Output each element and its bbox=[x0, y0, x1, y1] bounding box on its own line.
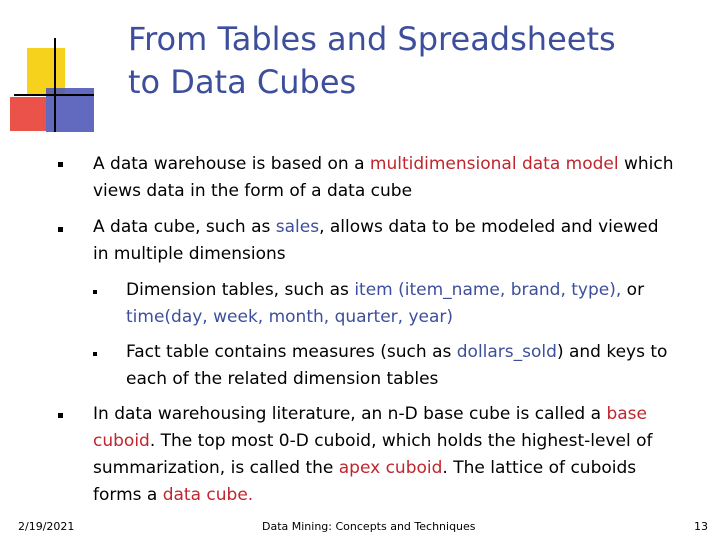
text-run: A data cube, such as bbox=[93, 217, 276, 237]
sub-bullet-2 bbox=[126, 339, 706, 393]
footer-title: Data Mining: Concepts and Techniques bbox=[262, 520, 476, 533]
bullet-2-line-1 bbox=[93, 214, 703, 241]
text-run: Dimension tables, such as bbox=[126, 280, 355, 300]
text-run: Fact table contains measures (such as bbox=[126, 342, 457, 362]
bullet-marker bbox=[58, 227, 63, 232]
bullet-marker bbox=[58, 162, 63, 167]
bullet-3-line-3 bbox=[93, 455, 708, 482]
sub-bullet-marker bbox=[93, 352, 97, 356]
bullet-2 bbox=[93, 214, 703, 268]
sub-bullet-1 bbox=[126, 277, 706, 331]
text-run: In data warehousing literature, an n-D base cube is called a bbox=[93, 404, 607, 424]
text-run: summarization, is called the bbox=[93, 458, 339, 478]
bullet-1 bbox=[93, 151, 703, 205]
highlight-run: data cube. bbox=[162, 485, 254, 505]
sub-bullet-1-line-2: time(day, week, month, quarter, year) bbox=[126, 307, 454, 327]
text-run: ) and keys to bbox=[556, 342, 668, 362]
bullet-3-line-4 bbox=[93, 482, 708, 509]
bullet-3-line-2 bbox=[93, 428, 708, 455]
bullet-marker bbox=[58, 413, 63, 418]
bullet-3 bbox=[93, 401, 708, 509]
footer-date: 2/19/2021 bbox=[18, 520, 75, 533]
highlight-run: item (item_name, brand, type), bbox=[354, 280, 622, 300]
sub-bullet-1-line-1 bbox=[126, 277, 706, 304]
text-run: or bbox=[621, 280, 645, 300]
highlight-run: sales bbox=[275, 217, 320, 237]
decor-red-square bbox=[10, 97, 46, 131]
text-run: . The lattice of cuboids bbox=[442, 458, 637, 478]
footer-page-number: 13 bbox=[694, 520, 708, 533]
slide-title bbox=[128, 18, 688, 104]
highlight-run: cuboid bbox=[93, 431, 150, 451]
sub-bullet-2-line-2: each of the related dimension tables bbox=[126, 369, 439, 389]
slide-title-line-2: to Data Cubes bbox=[128, 63, 357, 101]
sub-bullet-marker bbox=[93, 290, 97, 294]
text-run: , allows data to be modeled and viewed bbox=[319, 217, 659, 237]
text-run: which bbox=[618, 154, 674, 174]
decor-horizontal-line bbox=[14, 94, 94, 96]
slide-title-line-1: From Tables and Spreadsheets bbox=[128, 20, 616, 58]
bullet-3-line-1 bbox=[93, 401, 708, 428]
highlight-run: apex cuboid bbox=[338, 458, 443, 478]
highlight-run: multidimensional data model bbox=[369, 154, 619, 174]
bullet-2-line-2: in multiple dimensions bbox=[93, 244, 286, 264]
sub-bullet-2-line-1 bbox=[126, 339, 706, 366]
highlight-run: dollars_sold bbox=[456, 342, 557, 362]
text-run: A data warehouse is based on a bbox=[93, 154, 370, 174]
text-run: forms a bbox=[93, 485, 163, 505]
highlight-run: base bbox=[606, 404, 647, 424]
bullet-1-line-1 bbox=[93, 151, 703, 178]
text-run: . The top most 0-D cuboid, which holds the highest-level of bbox=[149, 431, 653, 451]
bullet-1-line-2: views data in the form of a data cube bbox=[93, 181, 413, 201]
decor-vertical-line bbox=[54, 38, 56, 132]
